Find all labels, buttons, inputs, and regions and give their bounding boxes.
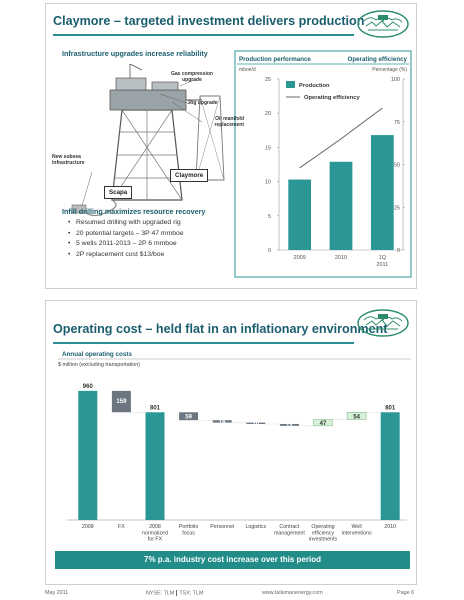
slide-title: Claymore – targeted investment delivers production: [53, 14, 365, 28]
bar-value-label: 47: [319, 421, 327, 428]
legend-swatch-production: [286, 81, 295, 88]
y-tick-label: 5: [267, 213, 271, 220]
tag-scapa: Scapa: [104, 186, 132, 199]
footer-tsx: TSX: TLM: [179, 590, 204, 597]
x-tick-label: Portfolio: [178, 524, 199, 530]
y2-tick-label: 75: [393, 119, 400, 126]
production-bar: [288, 180, 311, 250]
footer-page: Page 6: [397, 590, 415, 596]
bullet-item: • Resumed drilling with upgraded rig: [68, 218, 184, 229]
y-tick-label: 15: [264, 145, 271, 152]
footer-url[interactable]: www.talismanenergy.com: [262, 590, 323, 596]
drilling-heading: Infill drilling maximizes resource recovery: [62, 207, 206, 216]
banner-text: 7% p.a. industry cost increase over this period: [144, 555, 321, 564]
y-tick-label: 25: [264, 77, 271, 83]
y2-tick-label: 50: [393, 162, 400, 169]
bullet-item: • 5 wells 2011-2013 – 2P 6 mmboe: [68, 239, 184, 250]
waterfall-bar: [146, 412, 165, 520]
slide-operating-cost: [45, 300, 417, 585]
y-tick-label: 20: [264, 111, 271, 118]
x-tick-label: efficiency: [312, 530, 334, 537]
bullet-item: • 2P replacement cost $13/boe: [68, 250, 184, 261]
x-tick-label: interventions: [341, 530, 372, 537]
bar-value-label: 159: [116, 398, 127, 405]
x-tick-label: Well: [351, 524, 362, 530]
label-gas-compression: Gas compression upgrade: [171, 71, 213, 83]
x-tick-label: management: [273, 530, 305, 537]
chart-title: Production performance: [239, 56, 311, 63]
x-tick-label: investments: [308, 536, 338, 543]
y-tick-label: 10: [264, 179, 271, 186]
x-tick-label: focus: [182, 530, 195, 537]
y2-tick-label: 100: [390, 77, 400, 83]
production-chart: [46, 4, 418, 290]
industry-cost-banner: [55, 551, 410, 569]
x-tick-label: Contract: [279, 524, 300, 530]
infra-heading: Infrastructure upgrades increase reliability: [62, 49, 208, 58]
production-bar: [330, 162, 353, 250]
chart-title-right: Operating efficiency: [347, 56, 407, 63]
x-tick-label: 2008: [81, 524, 94, 530]
x-tick-label: 2010: [334, 255, 348, 261]
y2-axis-label: Percentage (%): [372, 67, 407, 73]
x-tick-label: Operating: [311, 524, 335, 530]
label-oil-manifold: Oil manifold replacement: [214, 116, 244, 128]
y-axis-label: $ million (excluding transportation): [58, 362, 141, 368]
production-bar: [371, 135, 394, 250]
slide-title: Operating cost – held flat in an inflationary environment: [53, 322, 388, 336]
label-new-subsea: New subsea infrastructure: [52, 154, 85, 166]
x-tick-label: 2009: [293, 255, 306, 261]
operating-cost-chart: [46, 301, 418, 586]
waterfall-bar: [381, 412, 400, 520]
x-tick-label: 2008: [149, 524, 161, 530]
chart-title: Annual operating costs: [62, 351, 132, 358]
x-tick-label: 2011: [376, 262, 389, 268]
y-tick-label: 0: [267, 248, 271, 254]
x-tick-label: FX: [118, 524, 125, 530]
x-tick-label: Personnel: [210, 524, 235, 530]
footer-exchanges: [146, 590, 204, 596]
footer-nyse: NYSE: TLM: [146, 590, 175, 597]
legend-label-production: Production: [299, 83, 330, 89]
tag-claymore: Claymore: [170, 169, 208, 182]
slide-claymore: [45, 3, 417, 289]
x-tick-label: for FX: [147, 536, 163, 543]
bar-value-label: 801: [385, 405, 396, 412]
waterfall-bar: [78, 391, 97, 520]
bar-value-label: 59: [185, 414, 192, 421]
bar-value-label: 18: [218, 419, 226, 426]
footer-separator: [176, 590, 177, 596]
label-rig-upgrade: Rig upgrade: [188, 100, 218, 106]
efficiency-line: [300, 108, 383, 168]
x-tick-label: normalized: [142, 530, 168, 537]
y2-tick-label: 25: [393, 205, 400, 212]
bar-value-label: 14: [286, 423, 293, 430]
legend-label-efficiency: Operating efficiency: [304, 95, 360, 101]
bar-value-label: 54: [353, 414, 360, 421]
x-tick-label: 2010: [384, 524, 397, 530]
footer-date: May 2011: [45, 590, 69, 596]
bar-value-label: 960: [82, 383, 93, 390]
y2-tick-label: 0: [396, 248, 400, 254]
bar-value-label: 801: [149, 405, 161, 412]
x-tick-label: 1Q: [378, 255, 387, 261]
x-tick-label: Logistics: [245, 524, 267, 530]
bullet-item: • 20 potential targets – 3P 47 mmboe: [68, 229, 184, 240]
y-axis-label: mboe/d: [239, 67, 256, 73]
bar-value-label: 10: [252, 421, 260, 428]
